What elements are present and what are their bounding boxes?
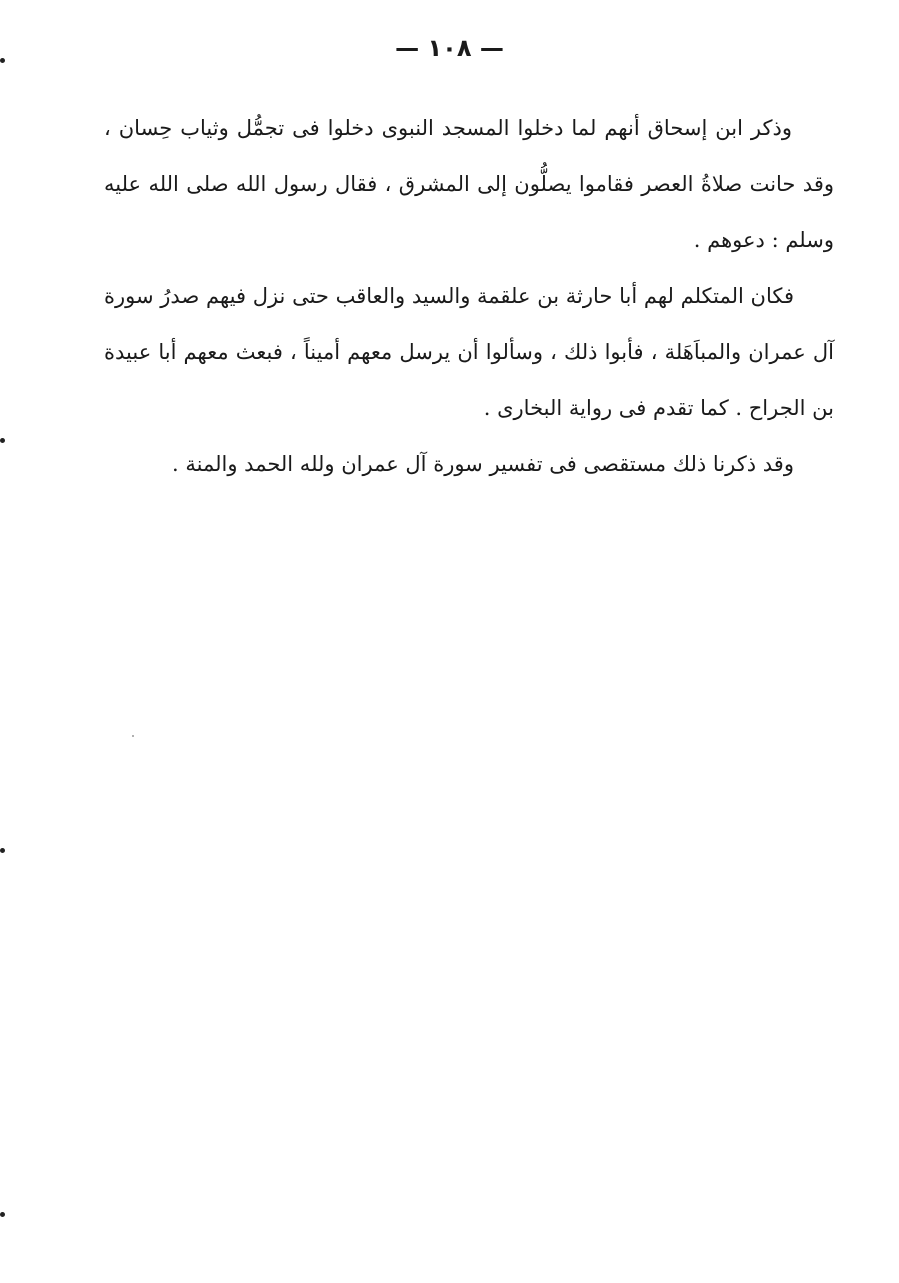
- paragraph-1: وذكر ابن إسحاق أنهم لما دخلوا المسجد النبوى دخلوا فى تجمُّل وثياب حِسان ، وقد حانت صلاةُ العصر فقاموا يصلُّون إلى المشرق ، فقال رسول الله صلى الله عليه وسلم : دعوهم .: [104, 116, 834, 252]
- scan-edge-mark: [0, 1212, 5, 1217]
- paragraph-2: فكان المتكلم لهم أبا حارثة بن علقمة والسيد والعاقب حتى نزل فيهم صدرُ سورة آل عمران والمباَهَلة ، فأبوا ذلك ، وسألوا أن يرسل معهم أميناً ، فبعث معهم أبا عبيدة بن الجراح . كما تقدم فى رواية البخارى .: [104, 284, 834, 420]
- body-text: [104, 100, 834, 492]
- scan-edge-mark: [0, 438, 5, 443]
- scan-edge-mark: [0, 848, 5, 853]
- page-number: — ١٠٨ —: [395, 34, 504, 62]
- paragraph-3: وقد ذكرنا ذلك مستقصى فى تفسير سورة آل عمران ولله الحمد والمنة .: [172, 452, 794, 476]
- scan-speck: [132, 735, 134, 737]
- scan-edge-mark: [0, 58, 5, 63]
